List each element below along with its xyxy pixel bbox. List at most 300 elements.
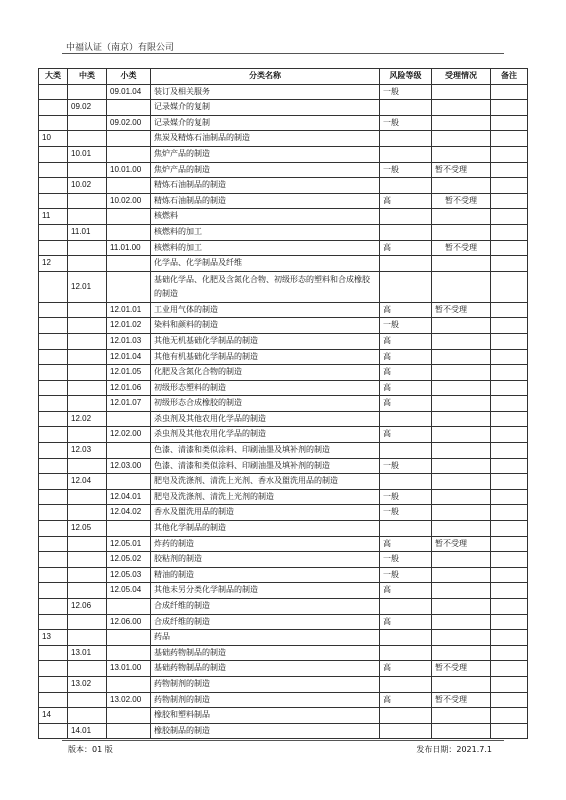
acceptance-cell <box>432 131 491 147</box>
classification-table <box>38 68 528 739</box>
table-row <box>39 193 528 209</box>
category-name-cell: 杀虫剂及其他农用化学品的制造 <box>151 427 380 443</box>
middle-code-cell <box>68 365 107 381</box>
table-row <box>39 536 528 552</box>
acceptance-cell <box>432 256 491 272</box>
minor-code-cell <box>107 599 151 615</box>
minor-code-cell: 12.01.07 <box>107 396 151 412</box>
acceptance-cell <box>432 552 491 568</box>
major-code-cell <box>39 723 68 739</box>
major-code-cell <box>39 676 68 692</box>
middle-code-cell <box>68 115 107 131</box>
table-row <box>39 474 528 490</box>
middle-code-cell <box>68 427 107 443</box>
minor-code-cell: 12.01.02 <box>107 318 151 334</box>
middle-code-cell <box>68 396 107 412</box>
table-row <box>39 162 528 178</box>
category-name-cell: 核燃料 <box>151 209 380 225</box>
table-row <box>39 552 528 568</box>
col-header-middle: 中类 <box>68 69 107 85</box>
table-row <box>39 692 528 708</box>
minor-code-cell: 12.03.00 <box>107 458 151 474</box>
category-name-cell: 核燃料的加工 <box>151 240 380 256</box>
remarks-cell <box>491 521 528 537</box>
risk-level-cell: 高 <box>380 614 432 630</box>
major-code-cell <box>39 100 68 116</box>
category-name-cell: 基础药物制品的制造 <box>151 661 380 677</box>
version-label: 版本：01 版 <box>68 745 113 754</box>
major-code-cell <box>39 318 68 334</box>
middle-code-cell: 09.02 <box>68 100 107 116</box>
minor-code-cell: 13.02.00 <box>107 692 151 708</box>
risk-level-cell: 高 <box>380 536 432 552</box>
minor-code-cell <box>107 645 151 661</box>
remarks-cell <box>491 552 528 568</box>
minor-code-cell <box>107 474 151 490</box>
remarks-cell <box>491 380 528 396</box>
major-code-cell <box>39 645 68 661</box>
risk-level-cell: 高 <box>380 193 432 209</box>
risk-level-cell: 高 <box>380 661 432 677</box>
table-row <box>39 224 528 240</box>
risk-level-cell: 高 <box>380 396 432 412</box>
table-row <box>39 396 528 412</box>
category-name-cell: 色漆、清漆和类似涂料、印刷油墨及填补剂的制造 <box>151 458 380 474</box>
category-name-cell: 药物制剂的制造 <box>151 676 380 692</box>
minor-code-cell: 12.06.00 <box>107 614 151 630</box>
minor-code-cell: 11.01.00 <box>107 240 151 256</box>
minor-code-cell: 10.02.00 <box>107 193 151 209</box>
major-code-cell <box>39 474 68 490</box>
minor-code-cell: 12.05.03 <box>107 567 151 583</box>
table-row <box>39 489 528 505</box>
major-code-cell <box>39 380 68 396</box>
acceptance-cell: 暂不受理 <box>432 692 491 708</box>
middle-code-cell <box>68 489 107 505</box>
risk-level-cell: 一般 <box>380 115 432 131</box>
minor-code-cell: 12.01.06 <box>107 380 151 396</box>
category-name-cell: 合成纤维的制造 <box>151 599 380 615</box>
table-row <box>39 661 528 677</box>
risk-level-cell <box>380 676 432 692</box>
middle-code-cell <box>68 536 107 552</box>
remarks-cell <box>491 396 528 412</box>
table-row <box>39 100 528 116</box>
middle-code-cell <box>68 349 107 365</box>
minor-code-cell: 10.01.00 <box>107 162 151 178</box>
acceptance-cell <box>432 614 491 630</box>
acceptance-cell <box>432 630 491 646</box>
acceptance-cell <box>432 427 491 443</box>
col-header-name: 分类名称 <box>151 69 380 85</box>
remarks-cell <box>491 599 528 615</box>
risk-level-cell <box>380 708 432 724</box>
major-code-cell <box>39 427 68 443</box>
col-header-risk: 风险等级 <box>380 69 432 85</box>
major-code-cell <box>39 443 68 459</box>
risk-level-cell <box>380 271 432 302</box>
table-row <box>39 614 528 630</box>
acceptance-cell <box>432 318 491 334</box>
acceptance-cell: 暂不受理 <box>432 302 491 318</box>
middle-code-cell: 10.01 <box>68 146 107 162</box>
category-name-cell: 其他未另分类化学制品的制造 <box>151 583 380 599</box>
major-code-cell <box>39 411 68 427</box>
acceptance-cell <box>432 178 491 194</box>
risk-level-cell: 一般 <box>380 162 432 178</box>
acceptance-cell <box>432 723 491 739</box>
category-name-cell: 橡胶和塑料制品 <box>151 708 380 724</box>
remarks-cell <box>491 178 528 194</box>
table-row <box>39 84 528 100</box>
major-code-cell <box>39 536 68 552</box>
category-name-cell: 其他化学制品的制造 <box>151 521 380 537</box>
major-code-cell: 11 <box>39 209 68 225</box>
risk-level-cell: 一般 <box>380 84 432 100</box>
minor-code-cell <box>107 131 151 147</box>
risk-level-cell <box>380 131 432 147</box>
minor-code-cell <box>107 630 151 646</box>
category-name-cell: 合成纤维的制造 <box>151 614 380 630</box>
risk-level-cell: 一般 <box>380 489 432 505</box>
table-row <box>39 676 528 692</box>
risk-level-cell: 高 <box>380 380 432 396</box>
acceptance-cell <box>432 676 491 692</box>
remarks-cell <box>491 443 528 459</box>
remarks-cell <box>491 567 528 583</box>
table-row <box>39 271 528 302</box>
table-row <box>39 723 528 739</box>
header-divider <box>62 53 504 54</box>
category-name-cell: 杀虫剂及其他农用化学品的制造 <box>151 411 380 427</box>
remarks-cell <box>491 489 528 505</box>
middle-code-cell: 12.06 <box>68 599 107 615</box>
table-row <box>39 349 528 365</box>
acceptance-cell <box>432 458 491 474</box>
acceptance-cell <box>432 333 491 349</box>
acceptance-cell <box>432 567 491 583</box>
table-row <box>39 427 528 443</box>
risk-level-cell: 一般 <box>380 458 432 474</box>
acceptance-cell <box>432 271 491 302</box>
middle-code-cell: 13.02 <box>68 676 107 692</box>
middle-code-cell <box>68 458 107 474</box>
table-row <box>39 318 528 334</box>
table-row <box>39 240 528 256</box>
middle-code-cell <box>68 318 107 334</box>
middle-code-cell <box>68 661 107 677</box>
major-code-cell <box>39 458 68 474</box>
major-code-cell <box>39 146 68 162</box>
table-row <box>39 380 528 396</box>
minor-code-cell <box>107 411 151 427</box>
major-code-cell <box>39 240 68 256</box>
table-row <box>39 583 528 599</box>
col-header-minor: 小类 <box>107 69 151 85</box>
remarks-cell <box>491 100 528 116</box>
remarks-cell <box>491 349 528 365</box>
category-name-cell: 精油的制造 <box>151 567 380 583</box>
major-code-cell <box>39 521 68 537</box>
remarks-cell <box>491 84 528 100</box>
middle-code-cell <box>68 193 107 209</box>
minor-code-cell <box>107 146 151 162</box>
minor-code-cell <box>107 209 151 225</box>
acceptance-cell <box>432 100 491 116</box>
table-row <box>39 209 528 225</box>
table-row <box>39 146 528 162</box>
middle-code-cell <box>68 614 107 630</box>
remarks-cell <box>491 131 528 147</box>
table-row <box>39 333 528 349</box>
category-name-cell: 焦炭及精炼石油制品的制造 <box>151 131 380 147</box>
category-name-cell: 肥皂及洗涤剂、清洗上光剂的制造 <box>151 489 380 505</box>
acceptance-cell: 暂不受理 <box>432 162 491 178</box>
remarks-cell <box>491 474 528 490</box>
acceptance-cell <box>432 489 491 505</box>
major-code-cell <box>39 614 68 630</box>
category-name-cell: 炸药的制造 <box>151 536 380 552</box>
risk-level-cell: 一般 <box>380 567 432 583</box>
remarks-cell <box>491 224 528 240</box>
middle-code-cell <box>68 505 107 521</box>
acceptance-cell: 暂不受理 <box>432 661 491 677</box>
minor-code-cell <box>107 723 151 739</box>
risk-level-cell <box>380 599 432 615</box>
acceptance-cell <box>432 224 491 240</box>
major-code-cell <box>39 583 68 599</box>
minor-code-cell: 12.05.04 <box>107 583 151 599</box>
middle-code-cell: 11.01 <box>68 224 107 240</box>
middle-code-cell <box>68 552 107 568</box>
remarks-cell <box>491 614 528 630</box>
category-name-cell: 香水及盥洗用品的制造 <box>151 505 380 521</box>
category-name-cell: 肥皂及洗涤剂、清洗上光剂、香水及盥洗用品的制造 <box>151 474 380 490</box>
remarks-cell <box>491 692 528 708</box>
minor-code-cell <box>107 676 151 692</box>
middle-code-cell <box>68 131 107 147</box>
table-row <box>39 630 528 646</box>
minor-code-cell: 09.02.00 <box>107 115 151 131</box>
middle-code-cell <box>68 630 107 646</box>
remarks-cell <box>491 271 528 302</box>
risk-level-cell <box>380 723 432 739</box>
risk-level-cell <box>380 630 432 646</box>
risk-level-cell <box>380 474 432 490</box>
minor-code-cell <box>107 256 151 272</box>
middle-code-cell: 13.01 <box>68 645 107 661</box>
risk-level-cell <box>380 256 432 272</box>
minor-code-cell: 12.01.01 <box>107 302 151 318</box>
category-name-cell: 记录媒介的复制 <box>151 100 380 116</box>
risk-level-cell: 高 <box>380 349 432 365</box>
category-name-cell: 核燃料的加工 <box>151 224 380 240</box>
category-name-cell: 精炼石油制品的制造 <box>151 193 380 209</box>
col-header-major: 大类 <box>39 69 68 85</box>
middle-code-cell: 12.02 <box>68 411 107 427</box>
acceptance-cell <box>432 146 491 162</box>
major-code-cell <box>39 505 68 521</box>
category-name-cell: 其他无机基础化学制品的制造 <box>151 333 380 349</box>
acceptance-cell <box>432 396 491 412</box>
release-date: 发布日期：2021.7.1 <box>416 745 492 754</box>
remarks-cell <box>491 458 528 474</box>
category-name-cell: 焦炉产品的制造 <box>151 146 380 162</box>
table-row <box>39 365 528 381</box>
risk-level-cell <box>380 224 432 240</box>
table-row <box>39 505 528 521</box>
major-code-cell <box>39 333 68 349</box>
remarks-cell <box>491 115 528 131</box>
category-name-cell: 初级形态合成橡胶的制造 <box>151 396 380 412</box>
remarks-cell <box>491 723 528 739</box>
risk-level-cell <box>380 100 432 116</box>
risk-level-cell: 一般 <box>380 318 432 334</box>
category-name-cell: 药物制剂的制造 <box>151 692 380 708</box>
table-row <box>39 645 528 661</box>
category-name-cell: 染料和颜料的制造 <box>151 318 380 334</box>
major-code-cell <box>39 162 68 178</box>
major-code-cell <box>39 489 68 505</box>
category-name-cell: 精炼石油制品的制造 <box>151 178 380 194</box>
acceptance-cell <box>432 365 491 381</box>
risk-level-cell: 高 <box>380 692 432 708</box>
remarks-cell <box>491 411 528 427</box>
risk-level-cell <box>380 178 432 194</box>
major-code-cell <box>39 302 68 318</box>
category-name-cell: 色漆、清漆和类似涂料、印刷油墨及填补剂的制造 <box>151 443 380 459</box>
major-code-cell <box>39 396 68 412</box>
middle-code-cell: 10.02 <box>68 178 107 194</box>
middle-code-cell: 12.04 <box>68 474 107 490</box>
middle-code-cell <box>68 240 107 256</box>
risk-level-cell: 一般 <box>380 505 432 521</box>
remarks-cell <box>491 256 528 272</box>
remarks-cell <box>491 318 528 334</box>
table-header-row <box>39 69 528 85</box>
minor-code-cell: 13.01.00 <box>107 661 151 677</box>
category-name-cell: 其他有机基础化学制品的制造 <box>151 349 380 365</box>
acceptance-cell <box>432 583 491 599</box>
category-name-cell: 胶粘剂的制造 <box>151 552 380 568</box>
minor-code-cell: 09.01.04 <box>107 84 151 100</box>
acceptance-cell <box>432 505 491 521</box>
middle-code-cell <box>68 209 107 225</box>
middle-code-cell <box>68 380 107 396</box>
major-code-cell: 14 <box>39 708 68 724</box>
category-name-cell: 初级形态塑料的制造 <box>151 380 380 396</box>
risk-level-cell <box>380 146 432 162</box>
acceptance-cell <box>432 349 491 365</box>
minor-code-cell <box>107 178 151 194</box>
table-row <box>39 302 528 318</box>
category-name-cell: 记录媒介的复制 <box>151 115 380 131</box>
risk-level-cell <box>380 645 432 661</box>
acceptance-cell <box>432 474 491 490</box>
remarks-cell <box>491 146 528 162</box>
remarks-cell <box>491 505 528 521</box>
category-name-cell: 橡胶制品的制造 <box>151 723 380 739</box>
col-header-acceptance: 受理情况 <box>432 69 491 85</box>
risk-level-cell <box>380 521 432 537</box>
major-code-cell <box>39 567 68 583</box>
minor-code-cell <box>107 224 151 240</box>
risk-level-cell <box>380 411 432 427</box>
table-row <box>39 256 528 272</box>
middle-code-cell <box>68 708 107 724</box>
category-name-cell: 药品 <box>151 630 380 646</box>
remarks-cell <box>491 645 528 661</box>
major-code-cell <box>39 178 68 194</box>
middle-code-cell: 12.05 <box>68 521 107 537</box>
major-code-cell <box>39 349 68 365</box>
remarks-cell <box>491 302 528 318</box>
risk-level-cell <box>380 209 432 225</box>
minor-code-cell: 12.04.01 <box>107 489 151 505</box>
middle-code-cell <box>68 567 107 583</box>
middle-code-cell <box>68 333 107 349</box>
table-row <box>39 567 528 583</box>
table-row <box>39 458 528 474</box>
acceptance-cell: 暂不受理 <box>432 240 491 256</box>
minor-code-cell: 12.02.00 <box>107 427 151 443</box>
category-name-cell: 基础化学品、化肥及含氮化合物、初级形态的塑料和合成橡胶的制造 <box>151 271 380 302</box>
remarks-cell <box>491 536 528 552</box>
risk-level-cell <box>380 443 432 459</box>
category-name-cell: 焦炉产品的制造 <box>151 162 380 178</box>
acceptance-cell: 暂不受理 <box>432 536 491 552</box>
remarks-cell <box>491 676 528 692</box>
remarks-cell <box>491 333 528 349</box>
col-header-remarks: 备注 <box>491 69 528 85</box>
table-row <box>39 521 528 537</box>
middle-code-cell <box>68 256 107 272</box>
acceptance-cell <box>432 599 491 615</box>
major-code-cell <box>39 115 68 131</box>
minor-code-cell: 12.01.03 <box>107 333 151 349</box>
minor-code-cell: 12.05.02 <box>107 552 151 568</box>
middle-code-cell <box>68 162 107 178</box>
major-code-cell <box>39 365 68 381</box>
acceptance-cell <box>432 411 491 427</box>
table-row <box>39 131 528 147</box>
risk-level-cell: 高 <box>380 427 432 443</box>
remarks-cell <box>491 583 528 599</box>
minor-code-cell: 12.01.04 <box>107 349 151 365</box>
risk-level-cell: 高 <box>380 333 432 349</box>
major-code-cell <box>39 193 68 209</box>
acceptance-cell <box>432 708 491 724</box>
major-code-cell: 10 <box>39 131 68 147</box>
major-code-cell <box>39 661 68 677</box>
acceptance-cell <box>432 209 491 225</box>
middle-code-cell <box>68 583 107 599</box>
remarks-cell <box>491 630 528 646</box>
remarks-cell <box>491 365 528 381</box>
minor-code-cell: 12.05.01 <box>107 536 151 552</box>
minor-code-cell: 12.01.05 <box>107 365 151 381</box>
acceptance-cell <box>432 645 491 661</box>
risk-level-cell: 高 <box>380 240 432 256</box>
remarks-cell <box>491 427 528 443</box>
acceptance-cell <box>432 443 491 459</box>
category-name-cell: 装订及相关服务 <box>151 84 380 100</box>
middle-code-cell: 14.01 <box>68 723 107 739</box>
table-row <box>39 115 528 131</box>
minor-code-cell <box>107 100 151 116</box>
remarks-cell <box>491 708 528 724</box>
major-code-cell: 12 <box>39 256 68 272</box>
